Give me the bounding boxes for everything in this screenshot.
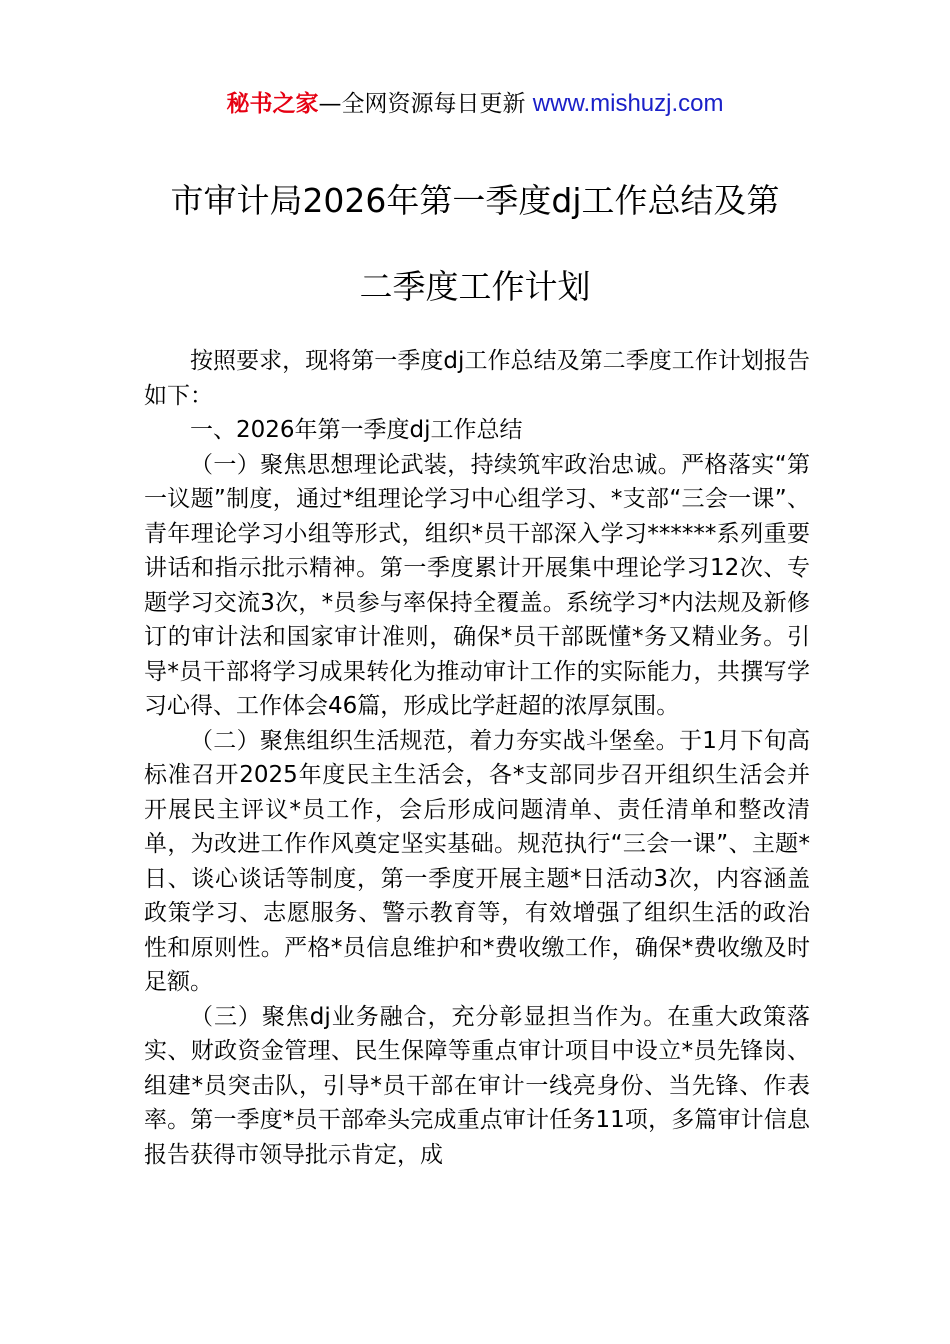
document-title bbox=[120, 158, 830, 330]
site-brand: 秘书之家 bbox=[226, 91, 319, 117]
paragraph-organization-life: （二）聚焦组织生活规范，着力夯实战斗堡垒。于1月下旬高标准召开2025年度民主生活会，各*支部同步召开组织生活会并开展民主评议*员工作，会后形成问题清单、责任清单和整改清单，为改进工作作风奠定坚实基础。规范执行“三会一课”、主题*日、谈心谈话等制度，第一季度开展主题*日活动3次，内容涵盖政策学习、志愿服务、警示教育等，有效增强了组织生活的政治性和原则性。严格*员信息维护和*费收缴工作，确保*费收缴及时足额。 bbox=[144, 727, 810, 995]
title-line-2: 二季度工作计划 bbox=[359, 267, 591, 306]
site-banner bbox=[0, 84, 950, 124]
site-url-link[interactable]: www.mishuzj.com bbox=[532, 90, 724, 117]
paragraph-business-integration: （三）聚焦dj业务融合，充分彰显担当作为。在重大政策落实、财政资金管理、民生保障等重点审计项目中设立*员先锋岗、组建*员突击队，引导*员干部在审计一线亮身份、当先锋、作表率。第一季度*员干部牵头完成重点审计任务11项，多篇审计信息报告获得市领导批示肯定，成 bbox=[144, 1003, 810, 1168]
site-tagline: —全网资源每日更新 bbox=[318, 91, 526, 117]
document-body bbox=[144, 344, 810, 1172]
paragraph-theory-study: （一）聚焦思想理论武装，持续筑牢政治忠诚。严格落实“第一议题”制度，通过*组理论学习中心组学习、*支部“三会一课”、青年理论学习小组等形式，组织*员干部深入学习******系列重要讲话和指示批示精神。第一季度累计开展集中理论学习12次、专题学习交流3次，*员参与率保持全覆盖。系统学习*内法规及新修订的审计法和国家审计准则，确保*员干部既懂*务又精业务。引导*员干部将学习成果转化为推动审计工作的实际能力，共撰写学习心得、工作体会46篇，形成比学赶超的浓厚氛围。 bbox=[144, 451, 810, 719]
intro-paragraph: 按照要求，现将第一季度dj工作总结及第二季度工作计划报告如下： bbox=[144, 348, 810, 409]
section-heading: 一、2026年第一季度dj工作总结 bbox=[190, 417, 523, 443]
title-line-1: 市审计局2026年第一季度dj工作总结及第 bbox=[170, 181, 780, 220]
